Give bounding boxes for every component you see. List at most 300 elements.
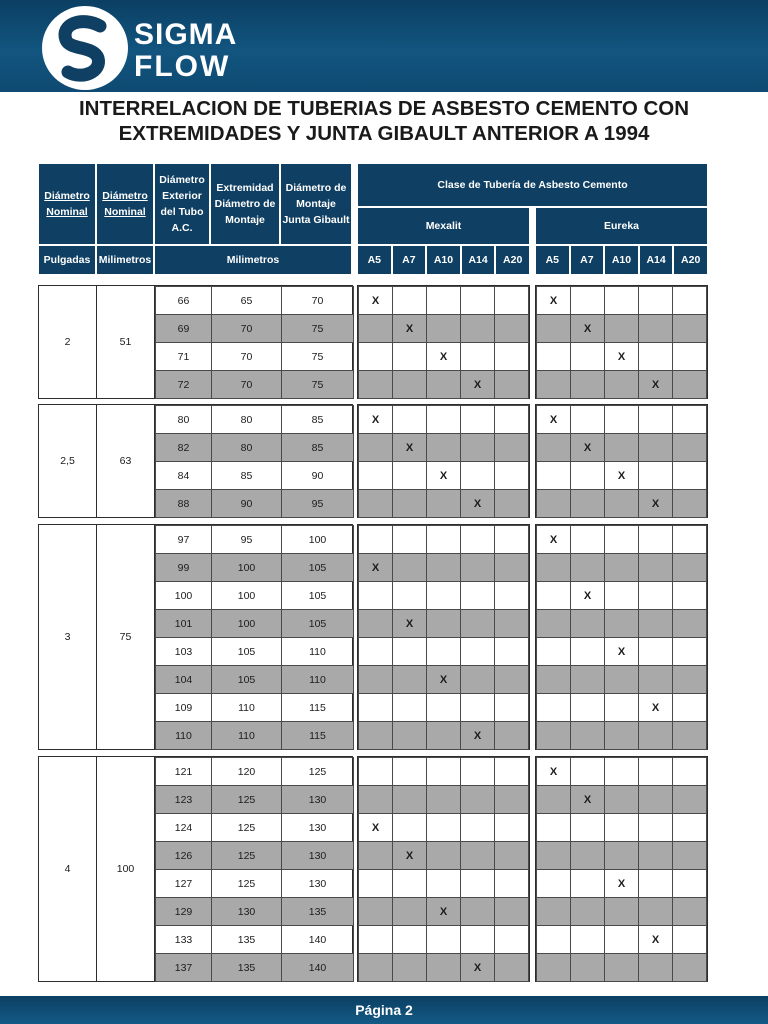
class-mark: X — [393, 434, 427, 462]
cell-extremidad: 80 — [212, 434, 282, 462]
table-row — [156, 814, 354, 842]
class-cell — [605, 758, 639, 786]
table-row — [359, 526, 529, 554]
cell-ext: 100 — [156, 582, 212, 610]
class-cell — [639, 406, 673, 434]
dimension-table — [155, 286, 354, 399]
table-row — [156, 526, 354, 554]
table-row — [156, 287, 354, 315]
class-cell — [537, 814, 571, 842]
class-cell — [393, 462, 427, 490]
class-cell — [495, 638, 529, 666]
class-cell — [359, 954, 393, 982]
table-row — [156, 638, 354, 666]
class-cell — [461, 343, 495, 371]
class-cell — [571, 758, 605, 786]
class-mark: X — [639, 926, 673, 954]
table-row — [537, 870, 707, 898]
title-line-1: INTERRELACION DE TUBERIAS DE ASBESTO CEMENTO CON — [78, 97, 690, 120]
header-class-eureka-a20: A20 — [673, 245, 708, 275]
class-cell — [461, 287, 495, 315]
class-cell — [359, 758, 393, 786]
class-cell — [537, 315, 571, 343]
class-cell — [673, 554, 707, 582]
class-cell — [571, 526, 605, 554]
eureka-class-table — [536, 757, 707, 982]
class-cell — [461, 638, 495, 666]
cell-ext: 101 — [156, 610, 212, 638]
class-cell — [605, 666, 639, 694]
class-mark: X — [537, 406, 571, 434]
class-cell — [571, 406, 605, 434]
class-cell — [605, 722, 639, 750]
class-cell — [673, 814, 707, 842]
class-cell — [427, 526, 461, 554]
cell-gibault: 130 — [282, 842, 354, 870]
class-cell — [461, 610, 495, 638]
class-cell — [605, 694, 639, 722]
group-milimetros: 63 — [97, 405, 155, 517]
class-cell — [673, 722, 707, 750]
cell-ext: 124 — [156, 814, 212, 842]
class-cell — [495, 462, 529, 490]
cell-gibault: 115 — [282, 694, 354, 722]
class-mark: X — [571, 434, 605, 462]
class-cell — [359, 343, 393, 371]
class-cell — [537, 638, 571, 666]
cell-ext: 80 — [156, 406, 212, 434]
table-row — [359, 786, 529, 814]
class-cell — [571, 462, 605, 490]
class-cell — [537, 694, 571, 722]
class-cell — [495, 406, 529, 434]
sigma-flow-logo-icon — [42, 6, 128, 90]
header-unit-milimetros-span: Milimetros — [154, 245, 352, 275]
table-row — [359, 926, 529, 954]
group-pulgadas: 2,5 — [39, 405, 97, 517]
class-cell — [571, 898, 605, 926]
table-row — [537, 638, 707, 666]
class-cell — [639, 287, 673, 315]
class-cell — [393, 722, 427, 750]
class-cell — [393, 870, 427, 898]
table-row — [156, 786, 354, 814]
class-mark: X — [359, 814, 393, 842]
class-cell — [571, 554, 605, 582]
class-mark: X — [461, 722, 495, 750]
table-row — [537, 898, 707, 926]
header-class-mexalit-a10: A10 — [426, 245, 461, 275]
table-row — [359, 758, 529, 786]
cell-ext: 69 — [156, 315, 212, 343]
class-cell — [673, 954, 707, 982]
class-cell — [673, 315, 707, 343]
class-cell — [537, 343, 571, 371]
cell-extremidad: 70 — [212, 343, 282, 371]
header-class-eureka-a5: A5 — [535, 245, 570, 275]
group-3-dimensions — [38, 756, 353, 982]
class-cell — [605, 814, 639, 842]
group-milimetros: 51 — [97, 286, 155, 398]
class-cell — [495, 526, 529, 554]
class-cell — [427, 582, 461, 610]
table-row — [537, 722, 707, 750]
header-brand-mexalit: Mexalit — [357, 207, 530, 245]
page-title — [0, 96, 768, 146]
table-row — [359, 610, 529, 638]
top-banner — [0, 0, 768, 92]
table-row — [537, 406, 707, 434]
table-row — [359, 554, 529, 582]
class-cell — [639, 722, 673, 750]
table-row — [359, 694, 529, 722]
class-cell — [639, 638, 673, 666]
logo-wordmark-flow: FLOW — [134, 50, 231, 83]
table-row — [156, 462, 354, 490]
class-cell — [571, 722, 605, 750]
header-diametro-nominal-milimetros: Diámetro Nominal — [96, 163, 154, 245]
table-row — [156, 842, 354, 870]
class-mark: X — [359, 554, 393, 582]
class-cell — [495, 610, 529, 638]
class-cell — [393, 666, 427, 694]
cell-gibault: 110 — [282, 666, 354, 694]
class-cell — [461, 582, 495, 610]
class-cell — [537, 490, 571, 518]
table-row — [537, 490, 707, 518]
table-row — [359, 898, 529, 926]
class-cell — [673, 287, 707, 315]
class-cell — [639, 554, 673, 582]
class-cell — [537, 610, 571, 638]
header-diametro-exterior: Diámetro Exterior del Tubo A.C. — [154, 163, 210, 245]
dimension-table — [155, 757, 354, 982]
class-cell — [359, 462, 393, 490]
group-1-mexalit-classes — [357, 404, 530, 518]
group-pulgadas: 3 — [39, 525, 97, 749]
class-cell — [639, 582, 673, 610]
class-mark: X — [427, 898, 461, 926]
class-cell — [537, 722, 571, 750]
cell-extremidad: 80 — [212, 406, 282, 434]
class-cell — [393, 926, 427, 954]
class-cell — [571, 371, 605, 399]
class-cell — [639, 758, 673, 786]
class-cell — [639, 666, 673, 694]
cell-extremidad: 135 — [212, 954, 282, 982]
class-cell — [427, 786, 461, 814]
class-cell — [537, 554, 571, 582]
class-cell — [495, 554, 529, 582]
eureka-class-table — [536, 525, 707, 750]
class-mark: X — [571, 315, 605, 343]
class-mark: X — [605, 343, 639, 371]
class-cell — [639, 610, 673, 638]
class-cell — [461, 694, 495, 722]
cell-ext: 84 — [156, 462, 212, 490]
class-cell — [461, 926, 495, 954]
class-cell — [359, 870, 393, 898]
class-cell — [427, 842, 461, 870]
table-row — [537, 786, 707, 814]
class-cell — [393, 898, 427, 926]
class-cell — [359, 722, 393, 750]
class-cell — [571, 842, 605, 870]
table-row — [537, 343, 707, 371]
table-row — [359, 954, 529, 982]
class-cell — [495, 898, 529, 926]
class-cell — [461, 554, 495, 582]
cell-extremidad: 110 — [212, 722, 282, 750]
cell-extremidad: 135 — [212, 926, 282, 954]
table-row — [359, 842, 529, 870]
class-cell — [393, 638, 427, 666]
cell-gibault: 130 — [282, 786, 354, 814]
group-1-eureka-classes — [535, 404, 708, 518]
class-cell — [673, 462, 707, 490]
class-cell — [571, 490, 605, 518]
class-mark: X — [639, 694, 673, 722]
header-diametro-nominal-pulgadas: Diámetro Nominal — [38, 163, 96, 245]
class-cell — [359, 434, 393, 462]
cell-gibault: 75 — [282, 343, 354, 371]
dimension-table — [155, 525, 354, 750]
dimension-table — [155, 405, 354, 518]
group-milimetros: 100 — [97, 757, 155, 981]
class-cell — [605, 610, 639, 638]
class-mark: X — [537, 287, 571, 315]
page-footer — [0, 996, 768, 1024]
table-row — [359, 490, 529, 518]
group-0-dimensions — [38, 285, 353, 399]
class-cell — [673, 926, 707, 954]
class-cell — [393, 490, 427, 518]
class-cell — [461, 870, 495, 898]
class-mark: X — [359, 287, 393, 315]
class-cell — [495, 666, 529, 694]
class-cell — [571, 926, 605, 954]
class-mark: X — [427, 462, 461, 490]
class-cell — [495, 842, 529, 870]
class-cell — [393, 786, 427, 814]
class-cell — [639, 814, 673, 842]
cell-gibault: 140 — [282, 926, 354, 954]
class-cell — [359, 786, 393, 814]
table-row — [359, 462, 529, 490]
class-cell — [427, 694, 461, 722]
cell-extremidad: 130 — [212, 898, 282, 926]
class-cell — [537, 786, 571, 814]
eureka-class-table — [536, 405, 707, 518]
class-cell — [427, 315, 461, 343]
table-row — [359, 371, 529, 399]
class-cell — [673, 842, 707, 870]
class-cell — [359, 666, 393, 694]
class-cell — [673, 870, 707, 898]
table-row — [156, 343, 354, 371]
class-cell — [605, 490, 639, 518]
class-cell — [495, 490, 529, 518]
class-cell — [571, 694, 605, 722]
class-cell — [673, 343, 707, 371]
class-cell — [393, 814, 427, 842]
class-cell — [537, 434, 571, 462]
table-row — [537, 694, 707, 722]
table-row — [537, 814, 707, 842]
class-cell — [571, 287, 605, 315]
class-mark: X — [427, 343, 461, 371]
cell-gibault: 75 — [282, 371, 354, 399]
table-row — [359, 406, 529, 434]
class-cell — [673, 898, 707, 926]
table-row — [537, 287, 707, 315]
class-cell — [495, 814, 529, 842]
table-row — [537, 582, 707, 610]
cell-gibault: 125 — [282, 758, 354, 786]
class-mark: X — [461, 490, 495, 518]
class-cell — [393, 582, 427, 610]
class-cell — [461, 842, 495, 870]
class-cell — [461, 786, 495, 814]
class-cell — [571, 954, 605, 982]
table-row — [537, 315, 707, 343]
class-cell — [427, 490, 461, 518]
table-row — [537, 666, 707, 694]
class-cell — [359, 842, 393, 870]
cell-extremidad: 100 — [212, 610, 282, 638]
cell-ext: 104 — [156, 666, 212, 694]
table-row — [156, 870, 354, 898]
class-mark: X — [639, 371, 673, 399]
cell-extremidad: 95 — [212, 526, 282, 554]
class-cell — [537, 926, 571, 954]
group-3-eureka-classes — [535, 756, 708, 982]
class-cell — [537, 462, 571, 490]
cell-gibault: 100 — [282, 526, 354, 554]
class-cell — [673, 371, 707, 399]
class-mark: X — [571, 582, 605, 610]
cell-extremidad: 90 — [212, 490, 282, 518]
class-cell — [393, 554, 427, 582]
cell-gibault: 115 — [282, 722, 354, 750]
cell-ext: 71 — [156, 343, 212, 371]
class-cell — [605, 371, 639, 399]
header-unit-pulgadas: Pulgadas — [38, 245, 96, 275]
class-cell — [461, 462, 495, 490]
group-1-dimensions — [38, 404, 353, 518]
class-mark: X — [537, 526, 571, 554]
table-row — [359, 722, 529, 750]
table-row — [156, 926, 354, 954]
header-clase-tuberia: Clase de Tubería de Asbesto Cemento — [357, 163, 708, 207]
class-mark: X — [571, 786, 605, 814]
table-row — [156, 954, 354, 982]
class-cell — [605, 926, 639, 954]
class-cell — [393, 954, 427, 982]
table-row — [537, 526, 707, 554]
class-cell — [639, 434, 673, 462]
class-cell — [461, 758, 495, 786]
class-cell — [495, 870, 529, 898]
class-cell — [427, 406, 461, 434]
title-line-2: EXTREMIDADES Y JUNTA GIBAULT ANTERIOR A 1994 — [118, 122, 650, 145]
cell-ext: 99 — [156, 554, 212, 582]
table-row — [359, 666, 529, 694]
class-cell — [673, 758, 707, 786]
class-cell — [495, 315, 529, 343]
cell-extremidad: 70 — [212, 371, 282, 399]
cell-gibault: 75 — [282, 315, 354, 343]
cell-extremidad: 65 — [212, 287, 282, 315]
class-cell — [495, 954, 529, 982]
group-0-mexalit-classes — [357, 285, 530, 399]
table-row — [156, 610, 354, 638]
cell-extremidad: 70 — [212, 315, 282, 343]
cell-ext: 133 — [156, 926, 212, 954]
class-cell — [673, 786, 707, 814]
class-cell — [571, 343, 605, 371]
cell-ext: 123 — [156, 786, 212, 814]
class-cell — [639, 954, 673, 982]
cell-ext: 88 — [156, 490, 212, 518]
class-mark: X — [393, 610, 427, 638]
class-cell — [495, 786, 529, 814]
page-number: Página 2 — [355, 1002, 413, 1018]
class-cell — [461, 315, 495, 343]
class-cell — [605, 287, 639, 315]
class-cell — [495, 371, 529, 399]
cell-gibault: 85 — [282, 434, 354, 462]
group-0-eureka-classes — [535, 285, 708, 399]
cell-extremidad: 125 — [212, 786, 282, 814]
cell-gibault: 135 — [282, 898, 354, 926]
header-class-mexalit-a5: A5 — [357, 245, 392, 275]
class-mark: X — [393, 842, 427, 870]
cell-ext: 66 — [156, 287, 212, 315]
table-row — [537, 954, 707, 982]
cell-ext: 109 — [156, 694, 212, 722]
cell-extremidad: 110 — [212, 694, 282, 722]
table-row — [537, 610, 707, 638]
cell-gibault: 70 — [282, 287, 354, 315]
class-cell — [427, 434, 461, 462]
class-cell — [571, 610, 605, 638]
table-row — [156, 898, 354, 926]
table-row — [156, 371, 354, 399]
class-cell — [639, 343, 673, 371]
class-cell — [461, 434, 495, 462]
class-cell — [605, 898, 639, 926]
cell-extremidad: 125 — [212, 814, 282, 842]
cell-extremidad: 125 — [212, 842, 282, 870]
cell-ext: 137 — [156, 954, 212, 982]
table-row — [156, 434, 354, 462]
class-cell — [359, 638, 393, 666]
class-mark: X — [639, 490, 673, 518]
class-cell — [639, 462, 673, 490]
cell-gibault: 140 — [282, 954, 354, 982]
header-class-mexalit-a20: A20 — [495, 245, 530, 275]
class-cell — [673, 526, 707, 554]
group-2-eureka-classes — [535, 524, 708, 750]
class-cell — [495, 694, 529, 722]
table-row — [537, 842, 707, 870]
cell-ext: 72 — [156, 371, 212, 399]
class-cell — [673, 406, 707, 434]
class-cell — [673, 638, 707, 666]
class-cell — [495, 758, 529, 786]
header-class-eureka-a14: A14 — [639, 245, 674, 275]
